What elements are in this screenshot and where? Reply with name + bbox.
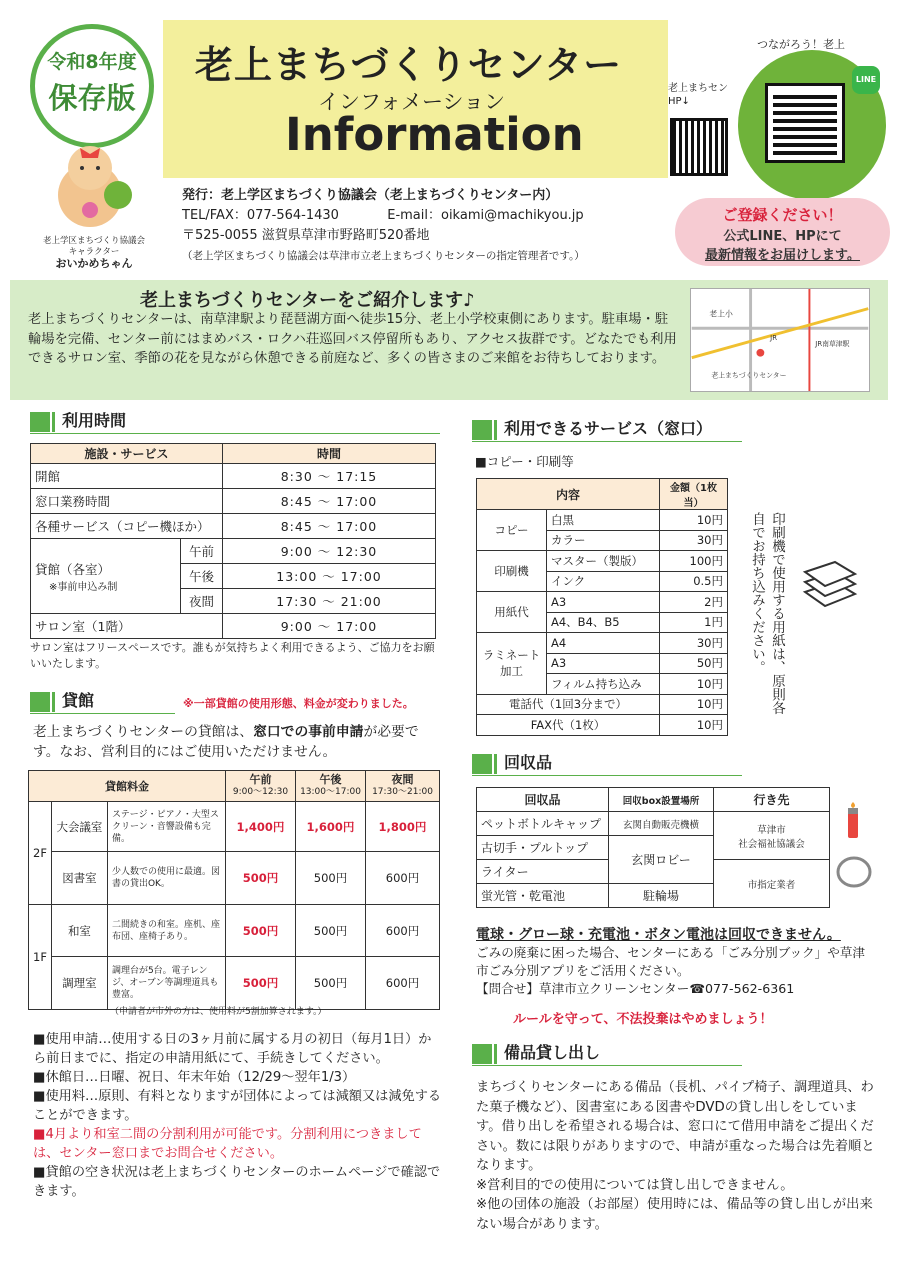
- svc-price: 2円: [660, 592, 728, 613]
- rule-item: ■休館日…日曜、祝日、年末年始（12/29～翌年1/3）: [33, 1070, 356, 1085]
- svc-price: 1円: [660, 612, 728, 633]
- rental-desc: 二間続きの和室。座机、座布団、座椅子あり。: [107, 905, 225, 957]
- subtitle-kana: インフォメーション: [318, 90, 506, 114]
- svc-cat: 印刷機: [477, 551, 547, 592]
- hours-time: 17:30 ～ 21:00: [223, 589, 436, 614]
- svc-price: 0.5円: [660, 571, 728, 592]
- table-row: [31, 514, 436, 539]
- subtitle-english: Information: [285, 108, 584, 161]
- svc-price: 50円: [660, 653, 728, 674]
- hours-name: 各種サービス（コピー機ほか）: [31, 514, 223, 539]
- equipment-text: まちづくりセンターにある備品（長机、パイプ椅子、調理道具、わた菓子機など）、図書室にある図書やDVDの貸し出しをしています。借り出しを希望される場合は、窓口にて借用申請をご提出ください。数には限りがありますので、申請が重なった場合は先着順となります。: [476, 1080, 875, 1173]
- rule-item: ■使用申請…使用する日の3ヶ月前に属する月の初日（毎月1日）から前日までに、指定の申請用紙にて、手続きしてください。: [33, 1032, 432, 1066]
- rental-col-pm-time: 13:00～17:00: [300, 787, 361, 797]
- qr-code-icon[interactable]: [670, 118, 728, 176]
- table-row: [29, 852, 440, 905]
- recycle-body-text: ごみの廃棄に困った場合、センターにある「ごみ分別ブック」や草津市ごみ分別アプリをご活用ください。: [476, 945, 866, 978]
- rental-red-note: ※一部貸館の使用形態、料金が変わりました。: [183, 697, 414, 710]
- hours-slot: 午後: [181, 564, 223, 589]
- hours-note: サロン室はフリースペースです。誰もが気持ちよく利用できるよう、ご協力をお願いいたします。: [30, 641, 435, 670]
- rental-pm: 500円: [296, 957, 366, 1010]
- recycle-heading: 回収品: [472, 752, 742, 776]
- equipment-heading: 備品貸し出し: [472, 1042, 742, 1066]
- hours-table: [30, 443, 436, 639]
- hours-rental-note: ※事前申込み制: [49, 581, 118, 593]
- rec-item: ペットボトルキャップ: [477, 812, 609, 836]
- map-label-station: JR南草津駅: [815, 339, 850, 348]
- hours-name: サロン室（1階）: [31, 614, 223, 639]
- mascot-caption-2: キャラクター: [68, 247, 120, 257]
- table-row: [477, 694, 728, 715]
- hours-time: 8:45 ～ 17:00: [223, 514, 436, 539]
- recycle-warning: 電球・グロー球・充電池・ボタン電池は回収できません。: [476, 927, 841, 943]
- hp-label: 老上まちセンHP↓: [668, 83, 728, 107]
- svc-cat: ラミネート加工: [477, 633, 547, 695]
- rental-intro: [33, 722, 443, 762]
- publisher-info: [182, 186, 585, 266]
- hours-rental-cell: [31, 539, 181, 614]
- rec-item: ライター: [477, 860, 609, 884]
- recycle-table: [476, 787, 830, 908]
- rental-col-am-time: 9:00～12:30: [232, 787, 289, 797]
- hours-col-time: 時間: [223, 444, 436, 464]
- rental-intro-2: が必要です。なお、営利目的にはご使用いただけません。: [33, 724, 419, 760]
- rental-intro-1: 老上まちづくりセンターの貸館は、: [33, 724, 254, 740]
- rec-col-place: 回収box設置場所: [609, 788, 714, 812]
- svc-item: マスター（製版）: [547, 551, 660, 572]
- table-row: [29, 957, 440, 1010]
- rule-item: ■使用料…原則、有料となりますが団体によっては減額又は減免することができます。: [33, 1089, 442, 1123]
- rental-footnote: （申請者が市外の方は、使用料が5割加算されます。）: [110, 1007, 327, 1017]
- svc-item: A3: [547, 592, 660, 613]
- table-row: [31, 464, 436, 489]
- svc-item: A4: [547, 633, 660, 654]
- rec-place: 玄関ロビー: [609, 836, 714, 884]
- rental-pm: 500円: [296, 852, 366, 905]
- rental-night: 600円: [366, 852, 440, 905]
- rule-item-red: ■4月より和室二間の分割利用が可能です。分割利用につきましては、センター窓口までお問合せください。: [33, 1127, 422, 1161]
- rental-col-am: [226, 771, 296, 802]
- rental-desc: 調理台が5台。電子レンジ、オーブン等調理道具も豊富。: [107, 957, 225, 1010]
- svc-item: フィルム持ち込み: [547, 674, 660, 695]
- table-row: [29, 802, 440, 852]
- hours-time: 9:00 ～ 12:30: [223, 539, 436, 564]
- svc-price: 30円: [660, 530, 728, 551]
- svc-item: カラー: [547, 530, 660, 551]
- register-line-3: 最新情報をお届けします。: [705, 248, 860, 263]
- rental-col-night: [366, 771, 440, 802]
- page-title: 老上まちづくりセンター: [195, 43, 623, 87]
- rental-col-night-time: 17:30～21:00: [372, 787, 433, 797]
- hours-time: 8:30 ～ 17:15: [223, 464, 436, 489]
- svc-phone: 電話代（1回3分まで）: [477, 694, 660, 715]
- lighter-icon: [834, 800, 874, 895]
- hours-heading: 利用時間: [30, 410, 440, 434]
- rental-col-night-label: 夜間: [391, 773, 414, 786]
- svc-item: A4、B4、B5: [547, 612, 660, 633]
- svc-cat: コピー: [477, 510, 547, 551]
- table-row: [477, 510, 728, 531]
- svc-item: 白黒: [547, 510, 660, 531]
- map-label-jr: JR: [770, 334, 777, 342]
- rental-rules: [33, 1030, 443, 1201]
- hours-time: 13:00 ～ 17:00: [223, 564, 436, 589]
- rental-am: 500円: [226, 905, 296, 957]
- svc-item: A3: [547, 653, 660, 674]
- rental-pm: 500円: [296, 905, 366, 957]
- rental-col-am-label: 午前: [249, 773, 272, 786]
- rec-place: 玄関自動販売機横: [609, 812, 714, 836]
- rental-pm: 1,600円: [296, 802, 366, 852]
- qr-pattern: [773, 91, 837, 155]
- rental-night: 600円: [366, 957, 440, 1010]
- recycle-contact: 【問合せ】草津市立クリーンセンター☎077-562-6361: [476, 981, 795, 996]
- rental-floor: 1F: [29, 905, 52, 1010]
- svc-fax: FAX代（1枚）: [477, 715, 660, 736]
- rental-room: 図書室: [51, 852, 107, 905]
- table-row: [477, 592, 728, 613]
- services-col-item: 内容: [477, 479, 660, 510]
- rental-col-pm-label: 午後: [319, 773, 342, 786]
- email[interactable]: E-mail：oikami@machikyou.jp: [387, 208, 584, 223]
- register-callout: [675, 198, 890, 266]
- line-app-icon: LINE: [852, 66, 880, 94]
- table-row: [477, 812, 830, 836]
- recycle-body: [476, 944, 876, 998]
- rec-col-item: 回収品: [477, 788, 609, 812]
- table-row: [31, 489, 436, 514]
- table-row: [31, 539, 436, 564]
- register-title: ご登録ください！: [722, 206, 843, 224]
- recycle-red-note: ルールを守って、不法投棄はやめましょう！: [513, 1012, 773, 1027]
- rental-intro-bold: 窓口での事前申請: [253, 724, 364, 740]
- table-row: [477, 633, 728, 654]
- services-sub: ■コピー・印刷等: [475, 454, 574, 469]
- svc-cat: 用紙代: [477, 592, 547, 633]
- hours-slot: 午前: [181, 539, 223, 564]
- map-label-center: 老上まちづくりセンター: [711, 371, 787, 380]
- rental-desc: ステージ・ピアノ・大型スクリーン・音響設備も完備。: [107, 802, 225, 852]
- publisher: 発行：老上学区まちづくり協議会（老上まちづくりセンター内）: [182, 188, 559, 203]
- table-row: [477, 715, 728, 736]
- address: 〒525-0055 滋賀県草津市野路町520番地: [182, 228, 430, 243]
- rec-dest: 市指定業者: [714, 860, 830, 908]
- hours-slot: 夜間: [181, 589, 223, 614]
- hours-time: 9:00 ～ 17:00: [223, 614, 436, 639]
- rental-heading: 貸館: [30, 690, 175, 714]
- line-caption: つながろう！老上: [757, 38, 845, 51]
- rental-night: 1,800円: [366, 802, 440, 852]
- svc-price: 10円: [660, 715, 728, 736]
- rec-item: 蛍光管・乾電池: [477, 884, 609, 908]
- svc-price: 10円: [660, 674, 728, 695]
- edition-badge: [30, 24, 154, 148]
- equipment-note-2: ※他の団体の施設（お部屋）使用時には、備品等の貸し出しが出来ない場合があります。: [476, 1197, 873, 1232]
- rental-fee-table: [28, 770, 440, 1010]
- rental-night: 600円: [366, 905, 440, 957]
- svc-price: 10円: [660, 510, 728, 531]
- equipment-note-1: ※営利目的での使用については貸し出しできません。: [476, 1177, 794, 1193]
- services-heading: 利用できるサービス（窓口）: [472, 418, 742, 442]
- edition-year: 令和8年度: [47, 51, 137, 73]
- map-label-school: 老上小: [709, 309, 733, 319]
- table-row: [29, 905, 440, 957]
- rec-dest-welfare: [714, 812, 830, 860]
- paper-note-vertical: 印刷機で使用する用紙は、原則各自でお持ち込みください。: [749, 512, 785, 715]
- access-map: [690, 288, 870, 392]
- mascot-name: おいかめちゃん: [55, 257, 133, 270]
- rental-room: 大会議室: [51, 802, 107, 852]
- intro-body: 老上まちづくりセンターは、南草津駅より琵琶湖方面へ徒歩15分、老上小学校東側にあります。駐車場・駐輪場を完備、センター前にはまめバス・ロクハ荘巡回バス停留所もあり、アクセス抜群です。どなたでも利用できるサロン室、季節の花を見ながら休憩できる前庭など、多くの皆さまのご来館をお待ちしております。: [28, 312, 677, 366]
- intro-title: 老上まちづくりセンターをご紹介します♪: [140, 290, 475, 311]
- rental-room: 調理室: [51, 957, 107, 1010]
- rental-desc: 少人数での使用に最適。図書の貸出OK。: [107, 852, 225, 905]
- rec-dest-2: 社会福祉協議会: [738, 838, 805, 850]
- svc-price: 30円: [660, 633, 728, 654]
- rec-dest-1: 草津市: [757, 824, 786, 836]
- fluorescent-tube-icon: [838, 858, 870, 886]
- management-note: （老上学区まちづくり協議会は草津市立老上まちづくりセンターの指定管理者です。）: [182, 250, 585, 262]
- hours-name: 窓口業務時間: [31, 489, 223, 514]
- rental-room: 和室: [51, 905, 107, 957]
- hours-col-facility: 施設・サービス: [31, 444, 223, 464]
- rental-am: 500円: [226, 957, 296, 1010]
- mascot-caption: [25, 236, 163, 269]
- rental-floor: 2F: [29, 802, 52, 905]
- rental-am: 1,400円: [226, 802, 296, 852]
- services-col-price: 金額（1枚当）: [660, 479, 728, 510]
- hours-name: 開館: [31, 464, 223, 489]
- rental-col-fee: 貸館料金: [29, 771, 226, 802]
- services-table: [476, 478, 728, 736]
- register-line-2: 公式LINE、HPにて: [723, 229, 842, 244]
- rec-item: 古切手・プルトップ: [477, 836, 609, 860]
- rental-am: 500円: [226, 852, 296, 905]
- svc-price: 100円: [660, 551, 728, 572]
- tel-fax: TEL/FAX：077-564-1430: [182, 208, 339, 223]
- rec-place: 駐輪場: [609, 884, 714, 908]
- paper-stack-icon: [795, 552, 861, 612]
- rental-col-pm: [296, 771, 366, 802]
- mascot-image: [40, 140, 140, 235]
- rec-col-dest: 行き先: [714, 788, 830, 812]
- svc-item: インク: [547, 571, 660, 592]
- svc-price: 10円: [660, 694, 728, 715]
- equipment-body: [476, 1078, 876, 1234]
- mascot-caption-1: 老上学区まちづくり協議会: [43, 236, 145, 246]
- hours-rental-name: 貸館（各室）: [35, 561, 111, 577]
- table-row: [477, 551, 728, 572]
- table-row: [31, 614, 436, 639]
- rule-item: ■貸館の空き状況は老上まちづくりセンターのホームページで確認できます。: [33, 1165, 441, 1199]
- edition-label: 保存版: [48, 81, 136, 115]
- hours-time: 8:45 ～ 17:00: [223, 489, 436, 514]
